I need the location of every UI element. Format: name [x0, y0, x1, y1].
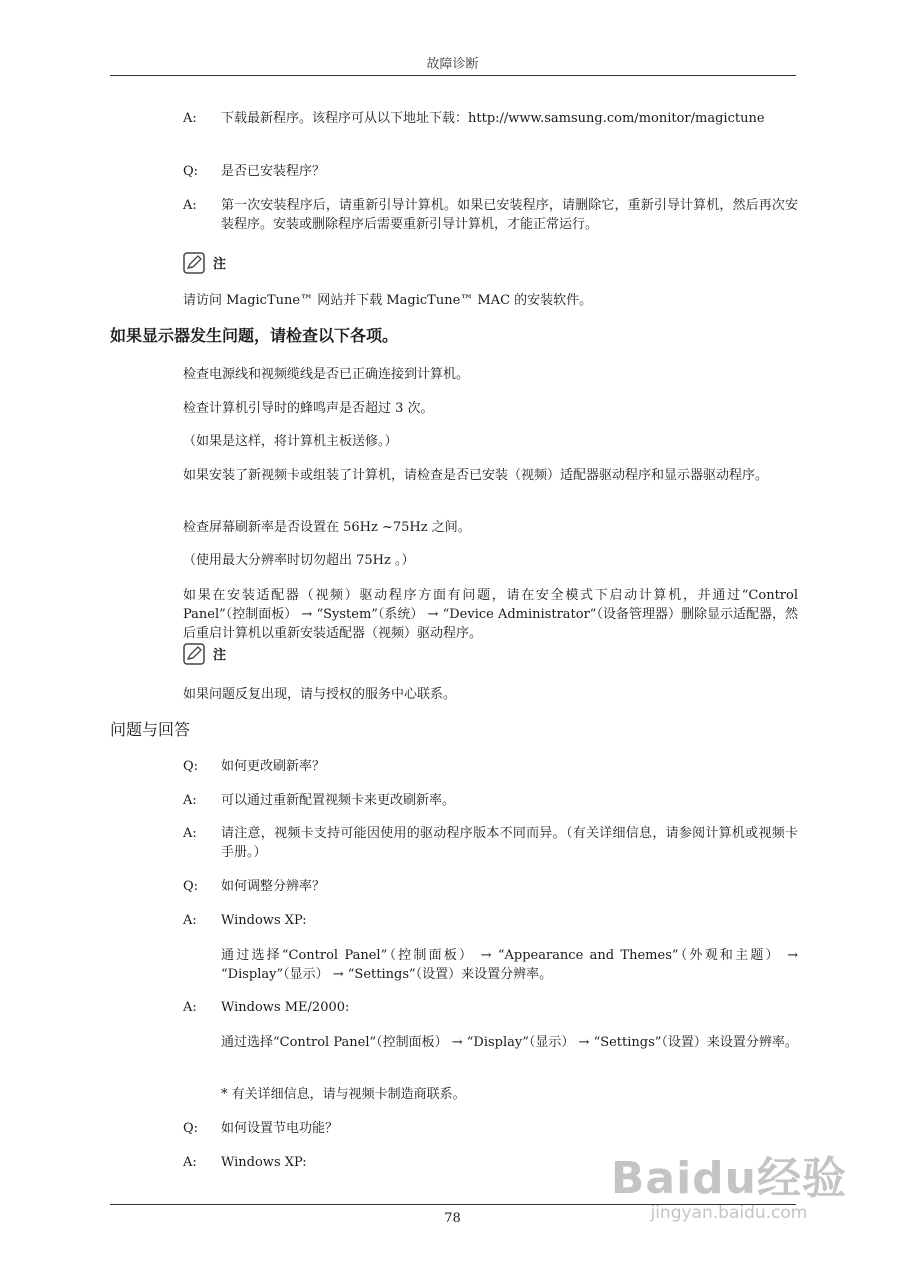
- question-text: 是否已安装程序？: [221, 164, 326, 179]
- question-label: Q:: [183, 879, 199, 894]
- section-heading-qa: 问题与回答: [110, 720, 191, 739]
- question-refresh: [183, 757, 798, 776]
- note-pencil-icon: [183, 252, 205, 274]
- answer-label: A:: [183, 198, 197, 213]
- check-item-3: （如果是这样，将计算机主板送修。）: [183, 434, 398, 449]
- manufacturer-note: * 有关详细信息，请与视频卡制造商联系。: [221, 1087, 466, 1102]
- answer-text: 下载最新程序。该程序可从以下地址下载：http://www.samsung.com/monitor/magictune: [221, 111, 765, 126]
- winxp-resolution-steps: 通过选择“Control Panel”（控制面板） → “Appearance and Themes”（外观和主题） → “Display”（显示） → “Settings”（设置）来设置分辨率。: [221, 948, 798, 982]
- note-label: 注: [213, 648, 227, 663]
- question-resolution: [183, 877, 798, 896]
- running-header: 故障诊断: [426, 57, 479, 72]
- answer-label: A:: [183, 793, 197, 808]
- answer-reboot: [183, 196, 798, 234]
- check-item-1: 检查电源线和视频缆线是否已正确连接到计算机。: [183, 367, 470, 382]
- question-text: 如何设置节电功能？: [221, 1121, 339, 1136]
- answer-winme: [183, 998, 798, 1017]
- note-pencil-icon: [183, 643, 205, 665]
- baidu-watermark: [611, 1155, 847, 1223]
- answer-label: A:: [183, 1155, 197, 1170]
- answer-label: A:: [183, 826, 197, 841]
- question-label: Q:: [183, 759, 199, 774]
- answer-text: Windows ME/2000:: [221, 1000, 350, 1015]
- header-rule: [110, 75, 796, 76]
- question-power-saving: [183, 1119, 798, 1138]
- check-item-4: 如果安装了新视频卡或组装了计算机，请检查是否已安装（视频）适配器驱动程序和显示器驱动程序。: [183, 468, 769, 483]
- answer-text: 第一次安装程序后，请重新引导计算机。如果已安装程序，请删除它，重新引导计算机，然后再次安装程序。安装或删除程序后需要重新引导计算机，才能正常运行。: [221, 198, 798, 232]
- answer-label: A:: [183, 913, 197, 928]
- answer-text: 可以通过重新配置视频卡来更改刷新率。: [221, 793, 456, 808]
- page-number: 78: [444, 1211, 461, 1226]
- check-item-6: （使用最大分辨率时切勿超出 75Hz 。）: [183, 553, 415, 568]
- question-installed: [183, 162, 798, 181]
- question-label: Q:: [183, 1121, 199, 1136]
- answer-text: Windows XP:: [221, 1155, 307, 1170]
- answer-label: A:: [183, 111, 197, 126]
- check-item-7: 如果在安装适配器（视频）驱动程序方面有问题，请在安全模式下启动计算机，并通过“Control Panel”（控制面板） → “System”（系统） → “Device Administrator”（设备管理器）删除显示适配器，然后重启计算机以重新安装适配器（视频）驱动程序。: [183, 588, 798, 641]
- note-2-text: 如果问题反复出现，请与授权的服务中心联系。: [183, 687, 457, 702]
- question-text: 如何调整分辨率？: [221, 879, 326, 894]
- question-text: 如何更改刷新率？: [221, 759, 326, 774]
- note-1-text: 请访问 MagicTune™ 网站并下载 MagicTune™ MAC 的安装软件。: [183, 293, 593, 308]
- note-label: 注: [213, 257, 227, 272]
- watermark-logo: Baidu经验: [610, 1153, 847, 1204]
- watermark-url: jingyan.baidu.com: [650, 1203, 808, 1223]
- answer-label: A:: [183, 1000, 197, 1015]
- check-item-2: 检查计算机引导时的蜂鸣声是否超过 3 次。: [183, 401, 434, 416]
- answer-text: Windows XP:: [221, 913, 307, 928]
- answer-refresh: [183, 791, 798, 810]
- section-heading-check: 如果显示器发生问题，请检查以下各项。: [110, 326, 399, 345]
- answer-download: [183, 109, 798, 128]
- answer-driver-note: [183, 824, 798, 862]
- check-item-5: 检查屏幕刷新率是否设置在 56Hz ~75Hz 之间。: [183, 520, 471, 535]
- answer-winxp: [183, 911, 798, 930]
- winme-resolution-steps: 通过选择“Control Panel”（控制面板） → “Display”（显示） → “Settings”（设置）来设置分辨率。: [221, 1035, 798, 1050]
- question-label: Q:: [183, 164, 199, 179]
- answer-text: 请注意，视频卡支持可能因使用的驱动程序版本不同而异。（有关详细信息，请参阅计算机或视频卡手册。）: [221, 826, 798, 860]
